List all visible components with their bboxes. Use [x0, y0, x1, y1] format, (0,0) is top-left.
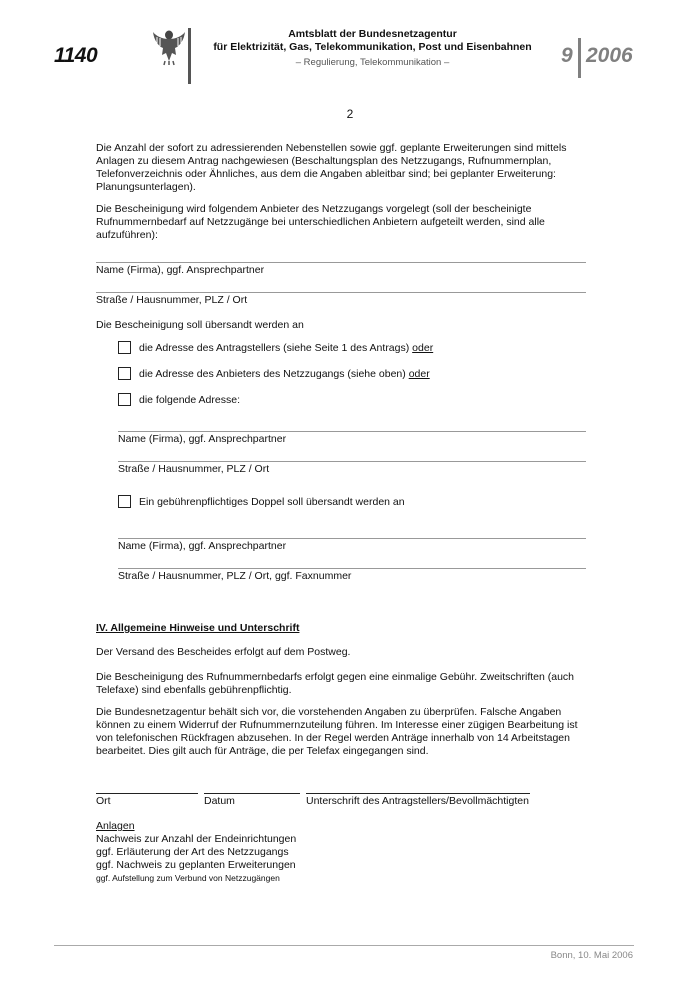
- notice-paragraph-3: Die Bundesnetzagentur behält sich vor, die vorstehenden Angaben zu überprüfen. Falsche Angaben können zu einem Widerruf der Rufnummernzuteilung führen. Im Interesse einer zügigen Bearbeitung ist von telefonischen Rückfragen abzusehen. In der Regel werden Anträge innerhalb von 14 Arbeitstagen bearbeitet. Dies gilt auch für Anträge, die per Telefax eingegangen sind.: [96, 706, 578, 757]
- intro-paragraph-1: Die Anzahl der sofort zu adressierenden Nebenstellen sowie ggf. geplante Erweiterungen sind mittels Anlagen zu diesem Antrag nachgewiesen (Beschaltungsplan des Netzzugangs, Rufnummernplan, Telefonverzeichnis oder Ähnliches, aus dem die Angaben ableitbar sind; bei geplanter Erweiterung: Planungsunterlagen).: [96, 142, 567, 193]
- applicant-address-checkbox[interactable]: [118, 341, 131, 354]
- option-other-address: die folgende Adresse:: [139, 394, 240, 406]
- address-name-line[interactable]: [118, 431, 586, 432]
- copy-option-label: Ein gebührenpflichtiges Doppel soll übersandt werden an: [139, 496, 405, 508]
- option-provider-address: die Adresse des Anbieters des Netzzugangs (siehe oben) oder: [139, 368, 430, 380]
- attachment-item: ggf. Nachweis zu geplanten Erweiterungen: [96, 859, 296, 871]
- issue-number: 9: [561, 44, 573, 67]
- provider-name-label: Name (Firma), ggf. Ansprechpartner: [96, 264, 265, 276]
- copy-name-line[interactable]: [118, 538, 586, 539]
- attachment-item: Nachweis zur Anzahl der Endeinrichtungen: [96, 833, 297, 845]
- address-street-line[interactable]: [118, 461, 586, 462]
- date-label: Datum: [204, 795, 235, 807]
- place-label: Ort: [96, 795, 111, 807]
- date-line[interactable]: [204, 793, 300, 794]
- header-divider: [188, 28, 191, 84]
- notice-paragraph-1: Der Versand des Bescheides erfolgt auf dem Postweg.: [96, 646, 351, 658]
- send-to-intro: Die Bescheinigung soll übersandt werden an: [96, 319, 304, 331]
- option-applicant-address: die Adresse des Antragstellers (siehe Seite 1 des Antrags) oder: [139, 342, 434, 354]
- provider-address-checkbox[interactable]: [118, 367, 131, 380]
- gazette-title: Amtsblatt der Bundesnetzagentur für Elektrizität, Gas, Telekommunikation, Post und Eisenbahnen: [213, 28, 532, 53]
- footer-place-date: Bonn, 10. Mai 2006: [550, 950, 633, 961]
- signature-label: Unterschrift des Antragstellers/Bevollmächtigten: [306, 795, 529, 807]
- intro-paragraph-2: Die Bescheinigung wird folgendem Anbieter des Netzzugangs vorgelegt (soll der bescheinigte Rufnummernbedarf auf Netzzugänge bei unterschiedlichen Anbietern aufgeteilt werden, sind alle aufzuführen):: [96, 203, 545, 241]
- page-number: 1140: [54, 44, 98, 67]
- copy-street-line[interactable]: [118, 568, 586, 569]
- attachments-title: Anlagen: [96, 820, 135, 832]
- provider-name-line[interactable]: [96, 262, 586, 263]
- federal-eagle-logo: [152, 28, 186, 66]
- section-heading: IV. Allgemeine Hinweise und Unterschrift: [96, 622, 300, 634]
- copy-name-label: Name (Firma), ggf. Ansprechpartner: [118, 540, 287, 552]
- signature-line[interactable]: [306, 793, 530, 794]
- address-name-label: Name (Firma), ggf. Ansprechpartner: [118, 433, 287, 445]
- address-street-label: Straße / Hausnummer, PLZ / Ort: [118, 463, 270, 475]
- sheet-number: 2: [346, 107, 354, 121]
- copy-street-label: Straße / Hausnummer, PLZ / Ort, ggf. Faxnummer: [118, 570, 352, 582]
- provider-street-line[interactable]: [96, 292, 586, 293]
- place-line[interactable]: [96, 793, 198, 794]
- attachment-item: ggf. Erläuterung der Art des Netzzugangs: [96, 846, 289, 858]
- gazette-subtitle: – Regulierung, Telekommunikation –: [295, 57, 450, 68]
- footer-divider: [54, 945, 634, 946]
- attachment-item: ggf. Aufstellung zum Verbund von Netzzugängen: [96, 873, 280, 883]
- issue-divider: [578, 38, 581, 78]
- other-address-checkbox[interactable]: [118, 393, 131, 406]
- copy-checkbox[interactable]: [118, 495, 131, 508]
- notice-paragraph-2: Die Bescheinigung des Rufnummernbedarfs erfolgt gegen eine einmalige Gebühr. Zweitschriften (auch Telefaxe) sind ebenfalls gebührenpflichtig.: [96, 671, 575, 696]
- provider-street-label: Straße / Hausnummer, PLZ / Ort: [96, 294, 248, 306]
- issue-year: 2006: [586, 44, 633, 67]
